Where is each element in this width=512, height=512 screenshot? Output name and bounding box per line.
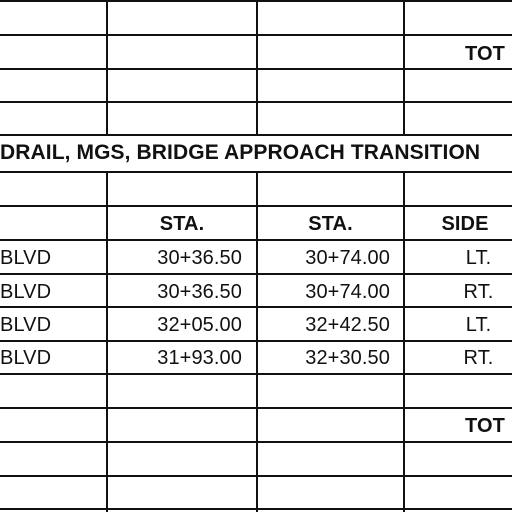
table-cell-station-end: 30+74.00 xyxy=(305,281,390,303)
section-title: DRAIL, MGS, BRIDGE APPROACH TRANSITION xyxy=(0,141,481,164)
table-cell-station-end: 32+30.50 xyxy=(305,347,390,369)
total-label: TOT xyxy=(465,415,505,437)
total-label: TOT xyxy=(465,43,505,65)
table-cell-station-end: 32+42.50 xyxy=(305,314,390,336)
header-station-end: STA. xyxy=(308,213,353,235)
table-cell-side: RT. xyxy=(463,347,494,369)
table-cell-station-begin: 31+93.00 xyxy=(157,347,242,369)
table-cell-station-begin: 32+05.00 xyxy=(157,314,242,336)
table-cell-side: LT. xyxy=(465,247,492,269)
table-cell-station-end: 30+74.00 xyxy=(305,247,390,269)
table-cell-station-begin: 30+36.50 xyxy=(157,281,242,303)
table-cell-road: BLVD xyxy=(0,281,52,303)
table-cell-road: BLVD xyxy=(0,314,52,336)
header-station-begin: STA. xyxy=(159,213,205,235)
table-cell-road: BLVD xyxy=(0,347,52,369)
table-cell-road: BLVD xyxy=(0,247,52,269)
table-cell-station-begin: 30+36.50 xyxy=(157,247,242,269)
grid-line xyxy=(256,0,258,136)
table-cell-side: RT. xyxy=(463,281,494,303)
header-side: SIDE xyxy=(441,213,489,235)
grid-line xyxy=(106,0,108,136)
table-cell-side: LT. xyxy=(465,314,492,336)
grid-line xyxy=(403,0,405,136)
